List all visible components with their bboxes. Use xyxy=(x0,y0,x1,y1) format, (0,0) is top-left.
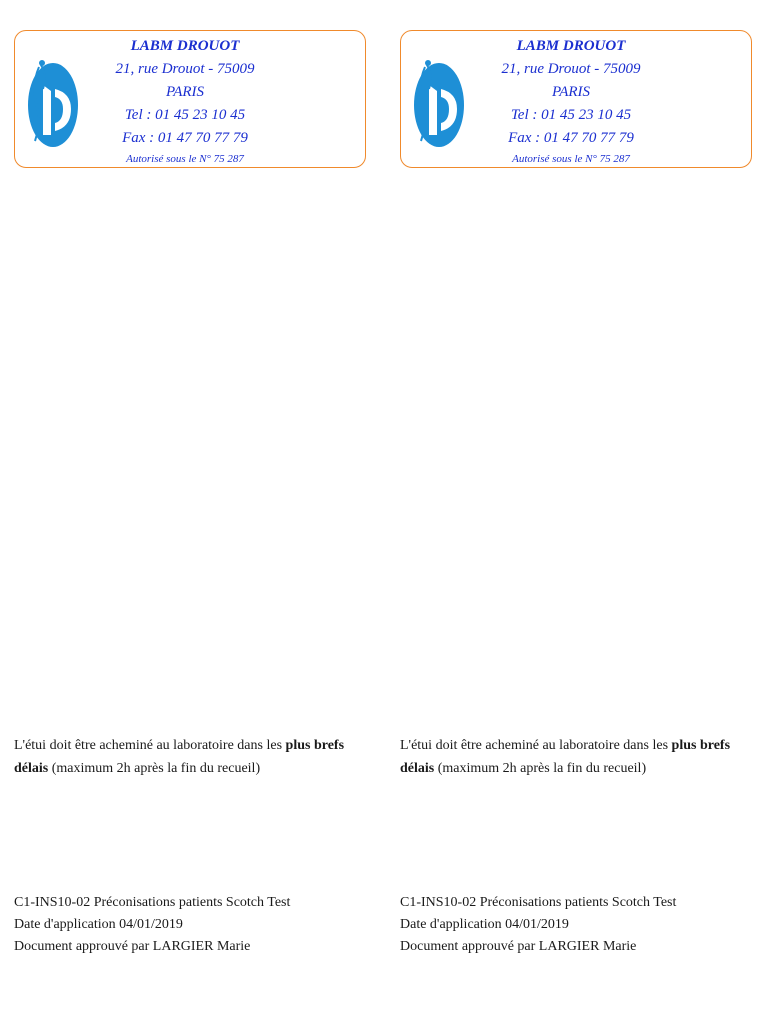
notice-emphasis: plus brefs délais xyxy=(400,738,731,776)
lab-address: 21, rue Drouot - 75009 xyxy=(501,61,641,77)
lab-approval: Autorisé sous le N° 75 287 xyxy=(512,153,630,165)
lab-name: LABM DROUOT xyxy=(516,38,626,54)
document-footer xyxy=(400,892,756,958)
notice-text-after: (maximum 2h après la fin du recueil) xyxy=(434,761,647,776)
doc-approved-by: Document approuvé par LARGIER Marie xyxy=(400,939,637,954)
lab-city: PARIS xyxy=(551,84,591,100)
delivery-notice xyxy=(400,734,756,780)
lab-fax: Fax : 01 47 70 77 79 xyxy=(122,130,248,146)
lab-address: 21, rue Drouot - 75009 xyxy=(115,61,255,77)
left-copy xyxy=(14,0,384,1024)
doc-approved-by: Document approuvé par LARGIER Marie xyxy=(14,939,251,954)
doc-reference: C1-INS10-02 Préconisations patients Scotch Test xyxy=(400,895,677,910)
document-footer xyxy=(14,892,370,958)
lab-phone: Tel : 01 45 23 10 45 xyxy=(124,107,246,123)
lab-phone: Tel : 01 45 23 10 45 xyxy=(510,107,632,123)
doc-application-date: Date d'application 04/01/2019 xyxy=(400,917,569,932)
right-copy xyxy=(400,0,768,1024)
doc-reference: C1-INS10-02 Préconisations patients Scotch Test xyxy=(14,895,291,910)
notice-emphasis: plus brefs délais xyxy=(14,738,345,776)
notice-text-before: L'étui doit être acheminé au laboratoire dans les xyxy=(400,738,672,753)
delivery-notice xyxy=(14,734,370,780)
notice-text-after: (maximum 2h après la fin du recueil) xyxy=(48,761,261,776)
lab-info xyxy=(83,35,287,168)
lab-header-card xyxy=(400,30,752,168)
lab-city: PARIS xyxy=(165,84,205,100)
lab-name: LABM DROUOT xyxy=(130,38,240,54)
notice-text-before: L'étui doit être acheminé au laboratoire dans les xyxy=(14,738,286,753)
lab-fax: Fax : 01 47 70 77 79 xyxy=(508,130,634,146)
lab-header-card xyxy=(14,30,366,168)
lab-logo-icon xyxy=(407,45,465,153)
lab-info xyxy=(469,35,673,168)
doc-application-date: Date d'application 04/01/2019 xyxy=(14,917,183,932)
lab-approval: Autorisé sous le N° 75 287 xyxy=(126,153,244,165)
lab-logo-icon xyxy=(21,45,79,153)
